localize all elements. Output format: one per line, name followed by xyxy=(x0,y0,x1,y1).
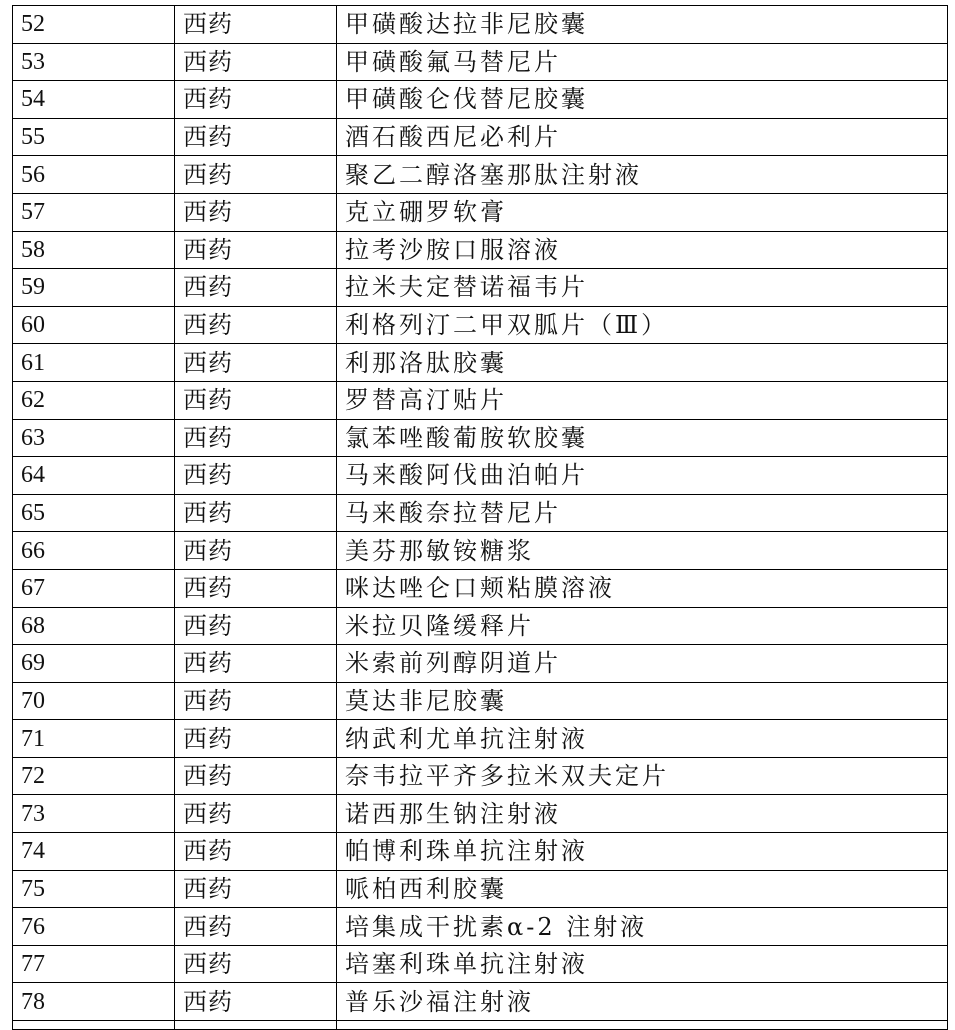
row-category-cell: 西药 xyxy=(175,983,337,1021)
row-drug-name-cell: 利那洛肽胶囊 xyxy=(337,344,948,382)
row-category-cell: 西药 xyxy=(175,795,337,833)
table-row xyxy=(13,720,948,758)
row-drug-name-cell: 氯苯唑酸葡胺软胶囊 xyxy=(337,419,948,457)
table-row xyxy=(13,494,948,532)
table-row xyxy=(13,833,948,871)
row-number-cell: 53 xyxy=(13,43,175,81)
row-drug-name-cell: 米索前列醇阴道片 xyxy=(337,645,948,683)
row-number-cell: 55 xyxy=(13,118,175,156)
table-row xyxy=(13,6,948,44)
row-drug-name-cell: 美芬那敏铵糖浆 xyxy=(337,532,948,570)
empty-cell xyxy=(337,1021,948,1030)
row-number-cell: 70 xyxy=(13,682,175,720)
table-row xyxy=(13,419,948,457)
row-drug-name-cell: 马来酸阿伐曲泊帕片 xyxy=(337,457,948,495)
row-number-cell: 56 xyxy=(13,156,175,194)
table-row xyxy=(13,908,948,946)
table-row xyxy=(13,306,948,344)
row-drug-name-cell: 咪达唑仑口颊粘膜溶液 xyxy=(337,569,948,607)
row-drug-name-cell: 培塞利珠单抗注射液 xyxy=(337,945,948,983)
row-drug-name-cell: 普乐沙福注射液 xyxy=(337,983,948,1021)
drug-list-body xyxy=(13,6,948,1030)
row-category-cell: 西药 xyxy=(175,156,337,194)
row-category-cell: 西药 xyxy=(175,193,337,231)
row-number-cell: 58 xyxy=(13,231,175,269)
row-number-cell: 57 xyxy=(13,193,175,231)
row-drug-name-cell: 罗替高汀贴片 xyxy=(337,381,948,419)
empty-cell xyxy=(13,1021,175,1030)
row-number-cell: 63 xyxy=(13,419,175,457)
table-row-partial xyxy=(13,1021,948,1030)
row-category-cell: 西药 xyxy=(175,645,337,683)
row-drug-name-cell: 克立硼罗软膏 xyxy=(337,193,948,231)
table-row xyxy=(13,645,948,683)
row-number-cell: 74 xyxy=(13,833,175,871)
table-row xyxy=(13,457,948,495)
row-number-cell: 66 xyxy=(13,532,175,570)
row-number-cell: 71 xyxy=(13,720,175,758)
row-category-cell: 西药 xyxy=(175,381,337,419)
table-row xyxy=(13,569,948,607)
row-number-cell: 76 xyxy=(13,908,175,946)
row-number-cell: 68 xyxy=(13,607,175,645)
row-number-cell: 61 xyxy=(13,344,175,382)
table-row xyxy=(13,757,948,795)
row-category-cell: 西药 xyxy=(175,720,337,758)
table-row xyxy=(13,607,948,645)
row-drug-name-cell: 诺西那生钠注射液 xyxy=(337,795,948,833)
row-drug-name-cell: 拉考沙胺口服溶液 xyxy=(337,231,948,269)
table-row xyxy=(13,682,948,720)
table-row xyxy=(13,945,948,983)
row-category-cell: 西药 xyxy=(175,757,337,795)
row-drug-name-cell: 帕博利珠单抗注射液 xyxy=(337,833,948,871)
row-drug-name-cell: 拉米夫定替诺福韦片 xyxy=(337,269,948,307)
table-row xyxy=(13,81,948,119)
drug-list-table xyxy=(12,5,948,1030)
row-category-cell: 西药 xyxy=(175,269,337,307)
row-category-cell: 西药 xyxy=(175,344,337,382)
row-number-cell: 77 xyxy=(13,945,175,983)
row-drug-name-cell: 利格列汀二甲双胍片（Ⅲ） xyxy=(337,306,948,344)
row-number-cell: 73 xyxy=(13,795,175,833)
row-category-cell: 西药 xyxy=(175,494,337,532)
row-number-cell: 54 xyxy=(13,81,175,119)
row-category-cell: 西药 xyxy=(175,6,337,44)
row-category-cell: 西药 xyxy=(175,81,337,119)
row-category-cell: 西药 xyxy=(175,457,337,495)
row-category-cell: 西药 xyxy=(175,231,337,269)
row-drug-name-cell: 马来酸奈拉替尼片 xyxy=(337,494,948,532)
row-drug-name-cell: 甲磺酸达拉非尼胶囊 xyxy=(337,6,948,44)
table-row xyxy=(13,870,948,908)
table-row xyxy=(13,156,948,194)
table-row xyxy=(13,118,948,156)
row-drug-name-cell: 哌柏西利胶囊 xyxy=(337,870,948,908)
row-drug-name-cell: 酒石酸西尼必利片 xyxy=(337,118,948,156)
table-row xyxy=(13,983,948,1021)
row-number-cell: 64 xyxy=(13,457,175,495)
row-drug-name-cell: 米拉贝隆缓释片 xyxy=(337,607,948,645)
row-category-cell: 西药 xyxy=(175,118,337,156)
row-category-cell: 西药 xyxy=(175,569,337,607)
row-category-cell: 西药 xyxy=(175,306,337,344)
row-drug-name-cell: 培集成干扰素α-2 注射液 xyxy=(337,908,948,946)
row-number-cell: 60 xyxy=(13,306,175,344)
row-category-cell: 西药 xyxy=(175,419,337,457)
row-category-cell: 西药 xyxy=(175,870,337,908)
row-category-cell: 西药 xyxy=(175,833,337,871)
row-number-cell: 59 xyxy=(13,269,175,307)
row-drug-name-cell: 甲磺酸氟马替尼片 xyxy=(337,43,948,81)
table-row xyxy=(13,381,948,419)
table-row xyxy=(13,193,948,231)
empty-cell xyxy=(175,1021,337,1030)
row-category-cell: 西药 xyxy=(175,682,337,720)
row-category-cell: 西药 xyxy=(175,43,337,81)
row-category-cell: 西药 xyxy=(175,532,337,570)
table-row xyxy=(13,43,948,81)
row-category-cell: 西药 xyxy=(175,607,337,645)
row-number-cell: 62 xyxy=(13,381,175,419)
table-row xyxy=(13,795,948,833)
table-row xyxy=(13,344,948,382)
row-number-cell: 72 xyxy=(13,757,175,795)
row-number-cell: 67 xyxy=(13,569,175,607)
row-drug-name-cell: 莫达非尼胶囊 xyxy=(337,682,948,720)
row-category-cell: 西药 xyxy=(175,945,337,983)
row-drug-name-cell: 奈韦拉平齐多拉米双夫定片 xyxy=(337,757,948,795)
table-row xyxy=(13,532,948,570)
row-drug-name-cell: 纳武利尤单抗注射液 xyxy=(337,720,948,758)
row-number-cell: 78 xyxy=(13,983,175,1021)
row-number-cell: 75 xyxy=(13,870,175,908)
row-drug-name-cell: 聚乙二醇洛塞那肽注射液 xyxy=(337,156,948,194)
row-category-cell: 西药 xyxy=(175,908,337,946)
table-row xyxy=(13,269,948,307)
row-number-cell: 65 xyxy=(13,494,175,532)
row-number-cell: 52 xyxy=(13,6,175,44)
table-row xyxy=(13,231,948,269)
row-drug-name-cell: 甲磺酸仑伐替尼胶囊 xyxy=(337,81,948,119)
row-number-cell: 69 xyxy=(13,645,175,683)
